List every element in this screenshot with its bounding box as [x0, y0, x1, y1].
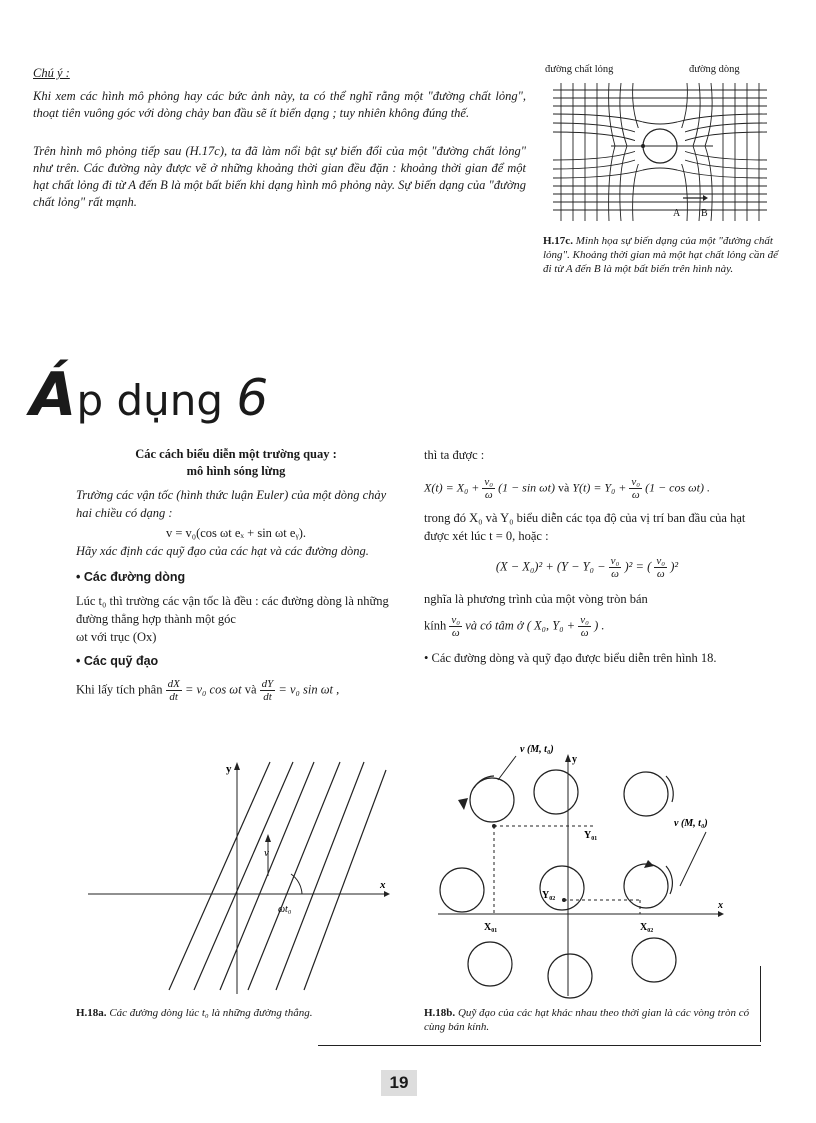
circle-frac2-num: v₀ — [656, 555, 666, 567]
center-close: ) . — [594, 618, 605, 633]
circle-frac2-den: ω — [656, 568, 665, 580]
circle-meaning: nghĩa là phương trình của một vòng tròn bán — [424, 592, 648, 606]
caption-id: H.17c. — [543, 235, 573, 247]
fig18a-caption-id: H.18a. — [76, 1007, 107, 1019]
figure-18a — [84, 758, 394, 996]
label-fluid-line: đường chất lỏng — [545, 64, 614, 75]
eq-y-lhs: Y(t) = Y₀ + — [572, 480, 627, 495]
integration-line — [76, 678, 396, 703]
label-Y01: Y₀₁ — [584, 830, 598, 841]
right-column — [424, 446, 750, 667]
frac2-rhs: = v₀ sin ωt , — [278, 682, 340, 697]
page-rule-right — [760, 966, 761, 1042]
trajectory-equations — [424, 476, 750, 501]
streamlines-text-2: ωt với trục (Ox) — [76, 630, 157, 644]
label-X02: X₀₂ — [640, 922, 654, 933]
exercise-intro: Trường các vận tốc (hình thức luận Euler) của một dòng chảy hai chiều có dạng : — [76, 488, 387, 520]
integration-text: Khi lấy tích phân — [76, 682, 163, 697]
figure-18b-caption — [424, 1006, 754, 1034]
point-b: B — [701, 208, 708, 219]
center-frac-den: ω — [580, 627, 589, 639]
eq-y-frac-num: v₀ — [631, 476, 641, 488]
eq-y-rhs: (1 − cos ωt) . — [645, 480, 710, 495]
note-title: Chú ý : — [33, 66, 70, 80]
figure-17c-caption — [543, 234, 783, 276]
eq-x-rhs: (1 − sin ωt) — [498, 480, 555, 495]
page-number: 19 — [381, 1070, 417, 1096]
fig18b-caption-text: Quỹ đạo của các hạt khác nhau theo thời gian là các vòng tròn có cùng bán kính. — [424, 1007, 750, 1033]
circle-eq-c: )² — [670, 559, 679, 574]
circle-eq-b: )² = ( — [624, 559, 652, 574]
bullet-trajectories: • Các quỹ đạo — [76, 654, 159, 668]
eq-y-frac-den: ω — [631, 489, 640, 501]
note-paragraph-2: Trên hình mô phỏng tiếp sau (H.17c), ta đã làm nổi bật sự biến đổi của một "đường chất lỏng" như trên. Các đường này được vẽ ở những khoảng thời gian đều đặn : khoảng thời gian để một hạt chất lỏng đi từ A đến B là một bất biến khi dạng hình mô phỏng này. Sự biến dạng của "đường chất lỏng" rất mạnh. — [33, 144, 526, 209]
exercise-title-1: Các cách biểu diễn một trường quay : — [135, 447, 337, 461]
radius-center-line — [424, 614, 750, 639]
bullet-streamlines: • Các đường dòng — [76, 570, 186, 584]
fig18b-vector-label-1: v (M, t₀) — [520, 744, 554, 755]
left-column — [76, 446, 396, 703]
and-text: và — [244, 682, 257, 697]
page-rule-bottom — [318, 1045, 761, 1046]
fig18a-angle-label: ωt₀ — [278, 904, 292, 915]
circle-frac1-num: v₀ — [610, 555, 620, 567]
eq-x-frac-den: ω — [484, 489, 493, 501]
section-heading — [30, 360, 268, 430]
note-paragraph-1: Khi xem các hình mô phỏng hay các bức ảnh này, ta có thể nghĩ rằng một "đường chất lỏng", thoạt tiên vuông góc với dòng chảy ban đầu sẽ ít biến dạng ; tuy nhiên không đúng thế. — [33, 89, 526, 120]
streamlines-text: Lúc t₀ thì trường các vận tốc là đều : các đường dòng là những đường thẳng hợp thành một góc — [76, 594, 389, 626]
frac2-den: dt — [263, 691, 272, 703]
fig18b-x-label: x — [718, 900, 723, 911]
fig18a-vector-label: v — [264, 847, 269, 859]
exercise-title-2: mô hình sóng lừng — [186, 464, 286, 478]
label-streamline: đường dòng — [689, 64, 740, 75]
radius-frac-num: v₀ — [451, 614, 461, 626]
point-a: A — [673, 208, 681, 219]
label-Y02: Y₀₂ — [542, 890, 556, 901]
eq-x-lhs: X(t) = X₀ + — [424, 480, 480, 495]
heading-big-letter: Á — [30, 360, 77, 430]
figure-reference: • Các đường dòng và quỹ đạo được biểu diễn trên hình 18. — [424, 651, 717, 665]
circle-equation — [424, 555, 750, 580]
frac2-num: dY — [261, 678, 274, 690]
figure-18b — [434, 740, 730, 1002]
heading-number: 6 — [236, 369, 269, 427]
circle-eq-a: (X − X₀)² + (Y − Y₀ − — [495, 559, 606, 574]
fluid-line-diagram — [553, 78, 767, 226]
label-X01: X₀₁ — [484, 922, 498, 933]
eq-x-frac-num: v₀ — [484, 476, 494, 488]
exercise-question: Hãy xác định các quỹ đạo của các hạt và các đường dòng. — [76, 544, 369, 558]
frac1-den: dt — [169, 691, 178, 703]
caption-text: Minh họa sự biến dạng của một "đường chất lỏng". Khoảng thời gian mà một hạt chất lỏng cần để đi từ A đến B là một bất biến trên hình này. — [543, 235, 779, 275]
center-text: và có tâm ở ( X₀, Y₀ + — [465, 618, 576, 633]
result-intro: thì ta được : — [424, 448, 485, 462]
fig18b-y-label: y — [572, 754, 577, 765]
frac1-num: dX — [167, 678, 180, 690]
radius-label: kính — [424, 618, 447, 633]
fig18a-x-label: x — [380, 879, 386, 891]
velocity-equation: v = v₀(cos ωt eₓ + sin ωt eᵧ). — [165, 526, 307, 540]
figure-18a-caption — [76, 1006, 398, 1020]
fig18a-y-label: y — [226, 763, 232, 775]
frac1-rhs: = v₀ cos ωt — [184, 682, 242, 697]
center-frac-num: v₀ — [580, 614, 589, 626]
coordinates-text: trong đó X₀ và Y₀ biểu diễn các tọa độ của vị trí ban đầu của hạt được xét lúc t = 0, hoặc : — [424, 511, 746, 543]
eq-and: và — [557, 480, 570, 495]
fig18b-vector-label-2: v (M, t₀) — [674, 818, 708, 829]
circle-frac1-den: ω — [611, 568, 619, 580]
figure-17c — [543, 62, 783, 276]
fig18a-caption-text: Các đường dòng lúc t₀ là những đường thẳng. — [109, 1007, 313, 1019]
radius-frac-den: ω — [451, 627, 460, 639]
heading-text: p dụng — [76, 376, 237, 425]
fig18b-caption-id: H.18b. — [424, 1007, 456, 1019]
